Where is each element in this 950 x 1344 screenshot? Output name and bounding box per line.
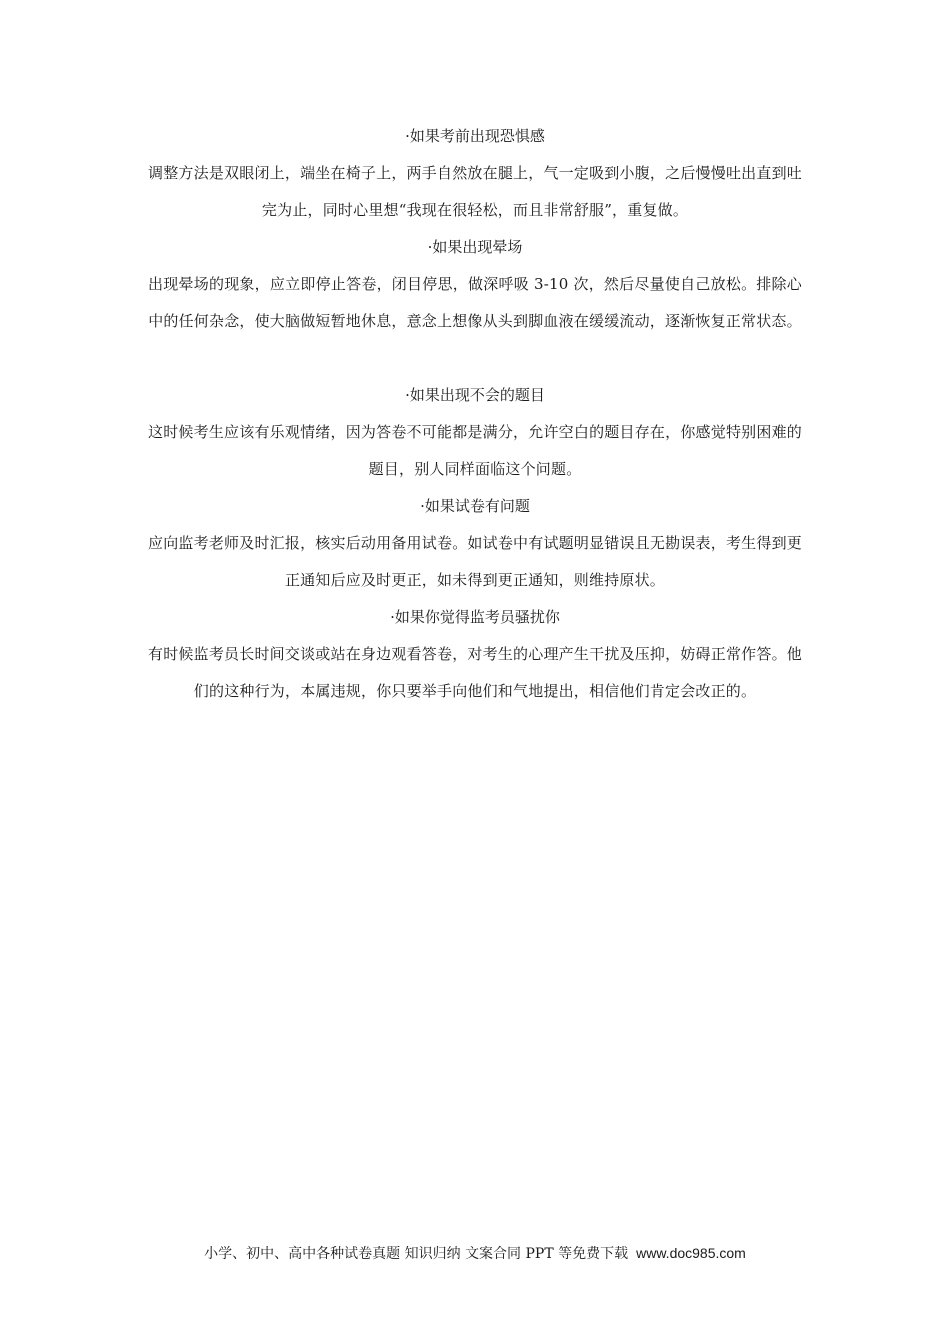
footer-site-link[interactable]: www.doc985.com [636,1245,746,1261]
section-body-paper-problem: 应向监考老师及时汇报，核实后动用备用试卷。如试卷中有试题明显错误且无勘误表，考生得到更正通知后应及时更正，如未得到更正通知，则维持原状。 [148,534,802,589]
section-body-fear: 调整方法是双眼闭上，端坐在椅子上，两手自然放在腿上，气一定吸到小腹，之后慢慢吐出直到吐完为止，同时心里想“我现在很轻松，而且非常舒服”，重复做。 [148,164,802,219]
section-heading-proctor: ·如果你觉得监考员骚扰你 [390,608,560,626]
footer-text: 小学、初中、高中各种试卷真题 知识归纳 文案合同 PPT 等免费下载 [204,1246,629,1262]
section-body-proctor: 有时候监考员长时间交谈或站在身边观看答卷，对考生的心理产生干扰及压抑，妨碍正常作答。他们的这种行为，本属违规，你只要举手向他们和气地提出，相信他们肯定会改正的。 [148,645,802,700]
section-heading-fear: ·如果考前出现恐惧感 [405,127,545,145]
section-heading-dizziness: ·如果出现晕场 [427,238,523,256]
document-content [148,118,802,710]
section-body-unknown-question: 这时候考生应该有乐观情绪，因为答卷不可能都是满分，允许空白的题目存在，你感觉特别困难的题目，别人同样面临这个问题。 [148,423,802,478]
section-heading-unknown-question: ·如果出现不会的题目 [405,386,545,404]
section-body-dizziness: 出现晕场的现象，应立即停止答卷，闭目停思，做深呼吸 3-10 次，然后尽量使自己放松。排除心中的任何杂念，使大脑做短暂地休息，意念上想像从头到脚血液在缓缓流动，逐渐恢复正常状态。 [148,275,802,330]
page-footer [0,1242,950,1265]
section-heading-paper-problem: ·如果试卷有问题 [420,497,530,515]
blank-line [148,340,802,377]
